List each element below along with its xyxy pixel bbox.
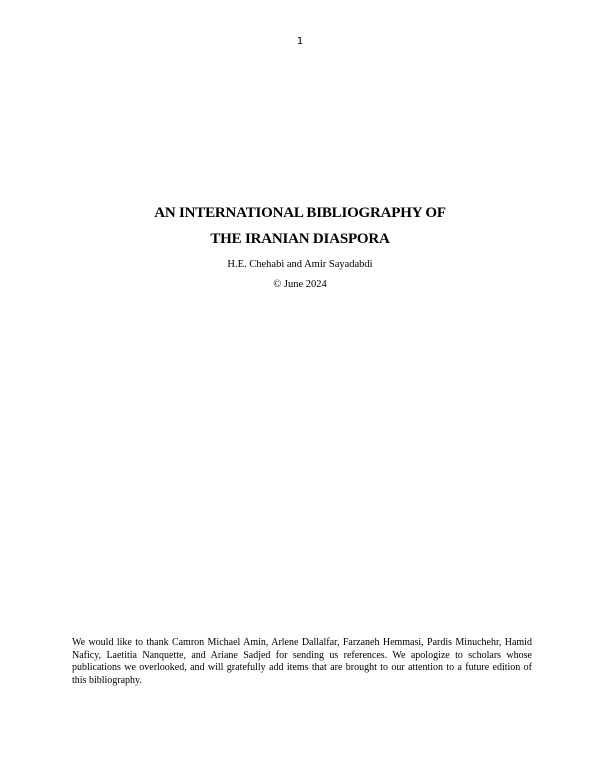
title-block bbox=[0, 200, 600, 292]
title-line-2: THE IRANIAN DIASPORA bbox=[210, 231, 390, 247]
authors: H.E. Chehabi and Amir Sayadabdi bbox=[227, 259, 373, 270]
acknowledgment-paragraph: We would like to thank Camron Michael Amin, Arlene Dallalfar, Farzaneh Hemmasi, Pardis Minuchehr, Hamid Naficy, Laetitia Nanquette, and Ariane Sadjed for sending us references. We apologize to scholars whose publications we overlooked, and will gratefully add items that are brought to our attention to a future edition of this bibliography. bbox=[72, 637, 532, 687]
copyright-notice: © June 2024 bbox=[273, 279, 327, 290]
page-number: 1 bbox=[296, 36, 304, 47]
title-line-1: AN INTERNATIONAL BIBLIOGRAPHY OF bbox=[154, 205, 446, 221]
